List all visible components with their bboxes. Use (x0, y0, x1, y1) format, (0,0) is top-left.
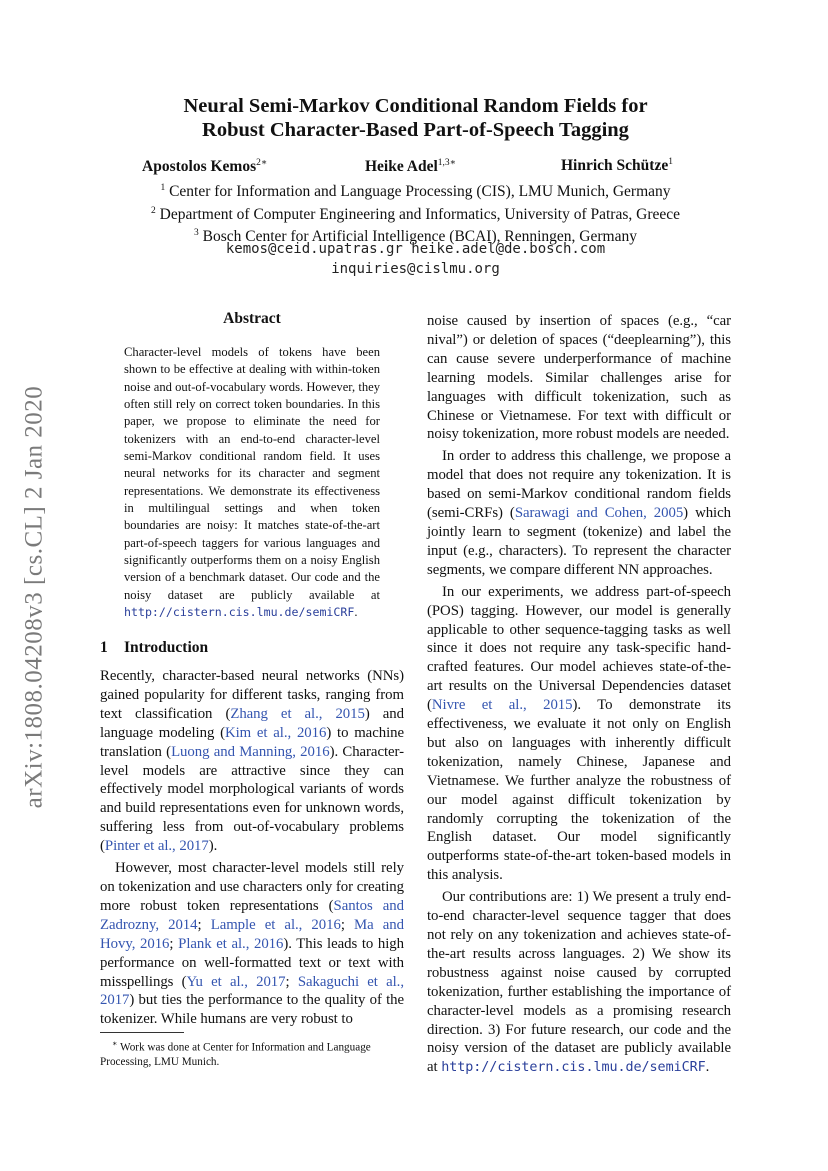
citation-link[interactable]: Yu et al., 2017 (186, 973, 286, 990)
email-addresses (100, 239, 731, 279)
paragraph: Our contributions are: 1) We present a truly end-to-end character-level sequence tagger that does not rely on any tokenization and achieves state-of-the-art results across languages. 2) We show its robustness against noise caused by corrupted tokenization, further establishing the importance of character-level models as a promising research direction. 3) For future research, our code and the noisy version of the dataset are publicly available at http://cistern.cis.lmu.de/semiCRF. (427, 889, 731, 1076)
email-line-1: kemos@ceid.upatras.gr heike.adel@de.bosch.com (225, 241, 606, 257)
section-heading (100, 639, 208, 657)
citation-link[interactable]: Zhang et al., 2015 (230, 705, 365, 722)
section-title: Introduction (124, 639, 209, 656)
paragraph-continued: noise caused by insertion of spaces (e.g., “car nival”) or deletion of spaces (“deeplearning”), this can cause severe underperformance of machine learning models. Similar challenges arise for languages with difficult tokenization, such as Chinese or Vietnamese. For text with difficult or noisy tokenization, more robust models are needed. (427, 313, 731, 443)
arxiv-identifier: arXiv:1808.04208v3 [cs.CL] 2 Jan 2020 (20, 385, 47, 809)
abstract-link[interactable]: http://cistern.cis.lmu.de/semiCRF (124, 605, 355, 620)
arxiv-sidebar (14, 379, 54, 815)
paragraph: In order to address this challenge, we propose a model that does not require any tokenization. It is based on semi-Markov conditional random fields (semi-CRFs) (Sarawagi and Cohen, 2005) which jointly learn to segment (tokenize) and label the input (e.g., characters). To represent the character segments, we compare different NN approaches. (427, 448, 731, 578)
intro-right-column (427, 312, 731, 1078)
citation-link[interactable]: Ma and Hovy, 2016 (100, 916, 404, 952)
intro-left-column (100, 667, 404, 1029)
citation-link[interactable]: Santos and Zadrozny, 2014 (100, 897, 404, 933)
code-link[interactable]: http://cistern.cis.lmu.de/semiCRF (441, 1060, 706, 1076)
paper-title (100, 94, 731, 142)
citation-link[interactable]: Sarawagi and Cohen, 2005 (514, 505, 684, 522)
title-line-2: Robust Character-Based Part-of-Speech Tagging (202, 119, 629, 141)
footnote: ∗ Work was done at Center for Information and Language Processing, LMU Munich. (100, 1039, 371, 1069)
author-3: Hinrich Schütze$^1$ (561, 157, 673, 175)
citation-link[interactable]: Kim et al., 2016 (224, 724, 327, 741)
citation-link[interactable]: Nivre et al., 2015 (431, 697, 573, 714)
paragraph: Recently, character-based neural networks (NNs) gained popularity for different tasks, ranging from text classification (Zhang et al., 2015) and language modeling (Kim et al., 2016) to machine translation (Luong and Manning, 2016). Character-level models are attractive since they can effectively model morphological variants of words and build representations even for unknown words, suffering less from out-of-vocabulary problems (Pinter et al., 2017). (100, 668, 405, 855)
email-line-2: inquiries@cislmu.org (331, 261, 500, 277)
affiliations (100, 179, 731, 247)
abstract-body: Character-level models of tokens have been shown to be effective at dealing with within-token noise and out-of-vocabulary words. However, they often still rely on correct token boundaries. In this paper, we propose to eliminate the need for tokenizers with an end-to-end character-level semi-Markov conditional random field. It uses neural networks for its character and segment representations. We demonstrate its effectiveness in multilingual settings and when token boundaries are noisy: It matches state-of-the-art part-of-speech taggers for various languages and significantly outperforms them on a noisy English version of a benchmark dataset. Our code and the noisy dataset are publicly available at http://cistern.cis.lmu.de/semiCRF. (124, 345, 380, 620)
citation-link[interactable]: Lample et al., 2016 (210, 916, 341, 933)
abstract-heading: Abstract (223, 310, 281, 327)
affiliation-2: $^2$ Department of Computer Engineering and Informatics, University of Patras, Greece (151, 205, 680, 223)
citation-link[interactable]: Luong and Manning, 2016 (171, 743, 330, 760)
citation-link[interactable]: Pinter et al., 2017 (104, 838, 209, 855)
paragraph: However, most character-level models still rely on tokenization and use characters only for creating more robust token representations (Santos and Zadrozny, 2014; Lample et al., 2016; Ma and Hovy, 2016; Plank et al., 2016). This leads to high performance on well-formatted text or text with misspellings (Yu et al., 2017; Sakaguchi et al., 2017) but ties the performance to the quality of the tokenizer. While humans are very robust to (100, 860, 405, 1028)
author-1: Apostolos Kemos$^{2∗}$ (142, 158, 268, 176)
author-2: Heike Adel$^{1,3∗}$ (365, 158, 457, 176)
affiliation-1: $^1$ Center for Information and Language Processing (CIS), LMU Munich, Germany (160, 183, 671, 201)
footnote-rule (100, 1032, 184, 1033)
title-line-1: Neural Semi-Markov Conditional Random Fields for (183, 95, 648, 117)
section-number: 1 (100, 639, 108, 656)
paragraph: In our experiments, we address part-of-speech (POS) tagging. However, our model is generally applicable to other sequence-tagging tasks as well since it does not require any task-specific hand-crafted features. Our model achieves state-of-the-art results on the Universal Dependencies dataset (Nivre et al., 2015). To demonstrate its effectiveness, we evaluate it not only on English but also on languages with inherently difficult tokenization, namely Chinese, Japanese and Vietnamese. We further analyze the robustness of our model against difficult tokenization by randomly corrupting the tokenization of the English dataset. Our model significantly outperforms state-of-the-art token-based models in this analysis. (427, 583, 731, 884)
affiliation-3: $^3$ Bosch Center for Artificial Intelligence (BCAI), Renningen, Germany (194, 228, 637, 246)
citation-link[interactable]: Sakaguchi et al., 2017 (100, 973, 404, 1009)
citation-link[interactable]: Plank et al., 2016 (178, 935, 284, 952)
